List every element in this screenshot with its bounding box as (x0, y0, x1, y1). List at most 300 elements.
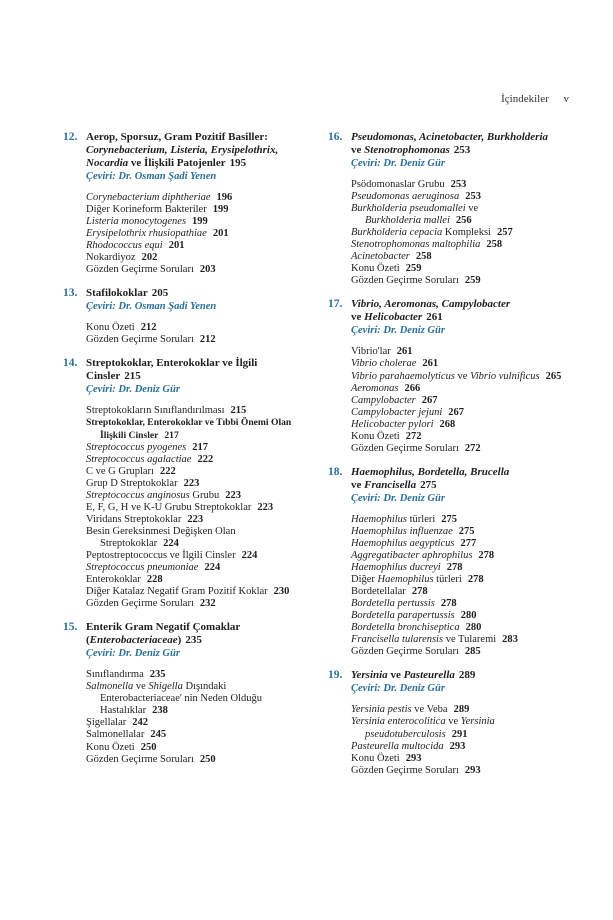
entry-page-number: 289 (453, 704, 470, 716)
text-run: Bordetella parapertussis (351, 610, 455, 622)
chapter-page-number: 195 (229, 157, 247, 169)
entry-page-number: 259 (464, 275, 481, 287)
text-run: Kompleksi (442, 227, 491, 239)
text-run: Bordetella pertussis (351, 598, 435, 610)
toc-entry[interactable] (351, 179, 573, 191)
running-head-page-number: v (563, 93, 569, 105)
entry-page-number: 272 (464, 442, 481, 454)
chapter-title-line (86, 287, 313, 300)
toc-column-right (328, 131, 573, 788)
toc-chapter (63, 131, 313, 276)
text-run: Aeromonas (351, 382, 399, 394)
text-run: Gözden Geçirme Soruları (86, 598, 194, 610)
toc-entry[interactable] (351, 514, 573, 526)
text-run: Konu Özeti (86, 741, 135, 753)
entry-page-number: 265 (545, 370, 562, 382)
entry-page-number: 283 (502, 634, 518, 646)
entry-page-number: 235 (149, 669, 166, 681)
text-run: Vibrio parahaemolyticus (351, 370, 455, 382)
toc-entry[interactable] (351, 407, 573, 419)
text-run: Vibrio'lar (351, 346, 391, 358)
text-run: Hastalıklar (100, 705, 147, 717)
toc-entry[interactable] (86, 322, 313, 334)
text-run: E, F, G, H ve K-U Grubu Streptokoklar (86, 501, 252, 513)
text-run: Gözden Geçirme Soruları (351, 442, 459, 454)
text-run: Besin Gereksinmesi Değişken Olan (86, 525, 236, 537)
toc-entry[interactable] (351, 550, 573, 562)
text-run: Sınıflandırma (86, 669, 144, 681)
entry-page-number: 212 (140, 322, 157, 334)
toc-entry[interactable] (351, 346, 573, 358)
toc-entry[interactable] (86, 466, 313, 478)
text-run: ve Tularemi (443, 634, 497, 646)
text-run: Francisella (364, 478, 417, 491)
text-run: Listeria monocytogenes (86, 216, 187, 228)
chapter-page-number: 215 (124, 370, 141, 383)
text-run: Gözden Geçirme Soruları (351, 646, 459, 658)
entry-page-number: 215 (230, 405, 247, 417)
chapter-translator: Çeviri: Dr. Deniz Gür (86, 384, 180, 396)
toc-entry[interactable] (86, 729, 313, 741)
chapter-title[interactable] (351, 131, 573, 157)
toc-entry[interactable] (351, 358, 573, 370)
text-run: Yersinia pestis (351, 704, 412, 716)
entry-page-number: 267 (421, 394, 438, 406)
toc-chapter (328, 298, 573, 454)
entry-page-number: 266 (404, 382, 421, 394)
entry-page-number: 258 (486, 239, 503, 251)
entry-page-number: 293 (464, 764, 481, 776)
toc-entry[interactable] (351, 586, 573, 598)
chapter-number: 15. (63, 621, 78, 634)
entry-page-number: 232 (199, 598, 216, 610)
chapter-title-line (351, 311, 573, 324)
text-run: Rhodococcus equi (86, 240, 163, 252)
chapter-title[interactable] (351, 466, 573, 492)
text-run: Vibrio cholerae (351, 358, 417, 370)
entry-page-number: 223 (257, 501, 274, 513)
chapter-translator: Çeviri: Dr. Deniz Gür (86, 648, 180, 660)
entry-page-number: 224 (163, 537, 179, 549)
text-run: Nocardia (86, 157, 129, 169)
text-run: pseudotuberculosis (365, 728, 446, 740)
text-run: Enterobacteriaceae' nin Neden Olduğu (100, 693, 262, 705)
text-run: türleri (407, 513, 436, 525)
toc-entry[interactable] (351, 538, 573, 550)
toc-entry[interactable] (86, 405, 313, 417)
toc-entry[interactable] (86, 705, 313, 717)
toc-entry[interactable] (86, 693, 313, 705)
text-run: Diğer (351, 574, 378, 586)
text-run: Acinetobacter (351, 251, 410, 263)
entry-page-number: 217 (164, 429, 179, 441)
chapter-translator: Çeviri: Dr. Deniz Gür (351, 325, 445, 337)
entry-page-number: 201 (168, 240, 185, 252)
entry-page-number: 259 (405, 263, 422, 275)
text-run: İlişkili Cinsler (100, 429, 159, 441)
entry-page-number: 245 (150, 729, 167, 741)
chapter-title-line (86, 621, 313, 634)
text-run: Gözden Geçirme Soruları (86, 753, 194, 765)
toc-entry[interactable] (351, 383, 573, 395)
toc-entry[interactable] (86, 216, 313, 228)
text-run: ve İlişkili Patojenler (128, 157, 226, 169)
text-run: Enterik Gram Negatif Çomaklar (86, 621, 241, 634)
toc-entry[interactable] (351, 263, 573, 275)
text-run: Campylobacter (351, 394, 416, 406)
chapter-number: 19. (328, 669, 343, 682)
toc-entry[interactable] (351, 371, 573, 383)
chapter-body (86, 357, 313, 610)
text-run: Yersinia enterocolitica (351, 716, 446, 728)
toc-entry[interactable] (86, 430, 313, 442)
text-run: Psödomonaslar Grubu (351, 179, 445, 190)
entry-page-number: 253 (465, 191, 481, 203)
toc-entry[interactable] (86, 204, 313, 216)
chapter-entries (351, 179, 573, 287)
toc-entry[interactable] (351, 634, 573, 646)
text-run: ve (351, 311, 365, 324)
toc-chapter (63, 621, 313, 765)
entry-page-number: 278 (446, 562, 463, 574)
chapter-entries (351, 514, 573, 659)
toc-entry[interactable] (351, 741, 573, 753)
text-run: Salmonellalar (86, 729, 145, 741)
toc-entry[interactable] (351, 251, 573, 263)
toc-entry[interactable] (351, 275, 573, 287)
text-run: Helicobacter (364, 311, 423, 324)
text-run: Campylobacter jejuni (351, 406, 443, 418)
toc-entry[interactable] (351, 704, 573, 716)
chapter-title-line (351, 479, 573, 492)
text-run: Şigellalar (86, 717, 127, 729)
chapter-title[interactable] (86, 357, 313, 383)
text-run: Bordetella bronchiseptica (351, 622, 460, 634)
text-run: Streptococcus agalactiae (86, 453, 192, 465)
toc-entry[interactable] (351, 215, 573, 227)
text-run: Nokardiyoz (86, 252, 136, 264)
entry-page-number: 250 (199, 753, 216, 765)
toc-entry[interactable] (351, 419, 573, 431)
text-run: Diğer Katalaz Negatif Gram Pozitif Koklar (86, 586, 268, 598)
text-run: ve (387, 669, 404, 682)
toc-entry[interactable] (86, 574, 313, 586)
text-run: Stenotrophomonas (364, 144, 450, 156)
chapter-entries (86, 405, 313, 610)
toc-entry[interactable] (86, 526, 313, 538)
entry-page-number: 202 (141, 252, 158, 264)
chapter-number: 17. (328, 298, 343, 311)
chapter-title-line (351, 466, 573, 479)
entry-page-number: 217 (192, 441, 208, 453)
running-head (501, 93, 569, 105)
toc-entry[interactable] (351, 646, 573, 658)
chapter-title-line (86, 370, 313, 383)
running-head-title: İçindekiler (501, 93, 549, 105)
chapter-body (351, 669, 573, 776)
text-run: Francisella tularensis (351, 634, 444, 646)
text-run: ve (351, 144, 365, 156)
toc-entry[interactable] (351, 227, 573, 239)
text-run: ve (454, 370, 471, 382)
chapter-entries (351, 704, 573, 776)
text-run: Streptococcus anginosus (86, 489, 190, 501)
toc-chapter (328, 669, 573, 776)
entry-page-number: 291 (451, 728, 468, 740)
chapter-page-number: 205 (151, 287, 169, 300)
text-run: Salmonella (86, 681, 134, 693)
entry-page-number: 261 (396, 346, 413, 358)
text-run: ) (177, 634, 182, 647)
entry-page-number: 293 (449, 740, 466, 752)
text-run: Streptokoklar, Enterokoklar ve İlgili (86, 357, 258, 370)
text-run: Pasteurella multocida (351, 740, 444, 752)
toc-entry[interactable] (86, 550, 313, 562)
chapter-body (86, 621, 313, 765)
toc-entry[interactable] (86, 586, 313, 598)
toc-column-left (63, 131, 313, 777)
chapter-title[interactable] (86, 131, 313, 170)
entry-page-number: 201 (212, 228, 229, 240)
toc-entry[interactable] (351, 203, 573, 215)
text-run: Konu Özeti (351, 430, 400, 442)
toc-entry[interactable] (86, 538, 313, 550)
toc-entry[interactable] (351, 239, 573, 251)
entry-page-number: 238 (152, 705, 168, 717)
text-run: Gözden Geçirme Soruları (351, 764, 459, 776)
entry-page-number: 222 (159, 465, 176, 477)
entry-page-number: 199 (192, 216, 208, 228)
chapter-page-number: 275 (420, 478, 437, 491)
toc-entry[interactable] (86, 240, 313, 252)
text-run: Dışındaki (182, 681, 227, 693)
entry-page-number: 285 (464, 646, 481, 658)
entry-page-number: 280 (460, 610, 477, 622)
toc-entry[interactable] (86, 681, 313, 693)
text-run: Corynebacterium diphtheriae (86, 192, 211, 203)
toc-entry[interactable] (351, 716, 573, 728)
text-run: Burkholderia cepacia (351, 227, 443, 239)
chapter-entries (86, 192, 313, 276)
text-run: Konu Özeti (351, 263, 400, 275)
text-run: Diğer Korineform Bakteriler (86, 204, 207, 216)
chapter-title[interactable] (351, 298, 573, 324)
chapter-title-line (86, 157, 313, 170)
chapter-title-line (86, 144, 313, 157)
chapter-page-number: 253 (453, 144, 471, 156)
text-run: ve (465, 203, 479, 215)
entry-page-number: 223 (225, 489, 241, 501)
entry-page-number: 275 (458, 525, 475, 537)
toc-entry[interactable] (86, 562, 313, 574)
entry-page-number: 223 (187, 513, 204, 525)
toc-entry[interactable] (351, 765, 573, 777)
toc-entry[interactable] (86, 490, 313, 502)
text-run: ve (445, 716, 461, 728)
text-run: Corynebacterium, Listeria, Erysipelothrix, (86, 144, 279, 156)
text-run: Streptokoklar, Enterokoklar ve Tıbbi Önemi Olan (86, 417, 292, 429)
entry-page-number: 293 (405, 752, 422, 764)
text-run: Aerop, Sporsuz, Gram Pozitif Basiller: (86, 131, 268, 143)
chapter-translator: Çeviri: Dr. Osman Şadi Yenen (86, 301, 217, 313)
toc-entry[interactable] (86, 442, 313, 454)
text-run: Erysipelothrix rhusiopathiae (86, 228, 207, 240)
text-run: Pasteurella (403, 669, 455, 682)
text-run: C ve G Grupları (86, 465, 154, 477)
text-run: Konu Özeti (351, 752, 400, 764)
text-run: Gözden Geçirme Soruları (86, 334, 194, 346)
entry-page-number: 250 (140, 741, 157, 753)
toc-entry[interactable] (86, 669, 313, 681)
text-run: Grup D Streptokoklar (86, 477, 178, 489)
text-run: ( (86, 634, 90, 647)
toc-entry[interactable] (86, 454, 313, 466)
text-run: Haemophilus aegypticus (351, 537, 455, 549)
entry-page-number: 277 (460, 537, 477, 549)
entry-page-number: 253 (450, 179, 467, 190)
chapter-translator: Çeviri: Dr. Deniz Gür (351, 492, 445, 504)
entry-page-number: 278 (467, 574, 484, 586)
toc-entry[interactable] (86, 717, 313, 729)
toc-entry[interactable] (86, 252, 313, 264)
entry-page-number: 272 (405, 430, 422, 442)
text-run: ve (351, 478, 365, 491)
text-run: Grubu (189, 489, 220, 501)
entry-page-number: 228 (146, 574, 163, 586)
text-run: Aggregatibacter aphrophilus (351, 549, 473, 561)
text-run: Enterobacteriaceae (89, 634, 178, 647)
text-run: Haemophilus (377, 574, 434, 586)
chapter-page-number: 289 (458, 669, 476, 682)
toc-entry[interactable] (351, 526, 573, 538)
chapter-title-line (86, 131, 313, 144)
entry-page-number: 278 (440, 598, 457, 610)
text-run: Burkholderia mallei (365, 215, 450, 227)
entry-page-number: 257 (496, 227, 513, 239)
chapter-translator: Çeviri: Dr. Deniz Gür (351, 683, 445, 695)
chapter-number: 13. (63, 287, 78, 300)
chapter-title-line (351, 131, 573, 144)
entry-page-number: 278 (478, 549, 495, 561)
toc-entry[interactable] (86, 598, 313, 610)
text-run: Burkholderia pseudomallei (351, 203, 466, 215)
text-run: Viridans Streptokoklar (86, 513, 182, 525)
chapter-number: 14. (63, 357, 78, 370)
entry-page-number: 224 (204, 562, 221, 574)
toc-entry[interactable] (86, 478, 313, 490)
chapter-title-line (351, 669, 573, 682)
chapter-title[interactable] (351, 669, 573, 682)
chapter-body (86, 287, 313, 346)
toc-entry[interactable] (351, 622, 573, 634)
text-run: ve (133, 681, 149, 693)
chapter-title-line (351, 298, 573, 311)
entry-page-number: 275 (441, 513, 458, 525)
entry-page-number: 212 (199, 334, 216, 346)
entry-page-number: 224 (241, 549, 258, 561)
text-run: Gözden Geçirme Soruları (351, 275, 459, 287)
toc-entry[interactable] (86, 228, 313, 240)
chapter-title[interactable] (86, 621, 313, 647)
text-run: türleri (433, 574, 462, 586)
toc-chapter (63, 357, 313, 610)
text-run: Vibrio, Aeromonas, Campylobacter (351, 298, 511, 311)
text-run: Cinsler (86, 370, 121, 383)
text-run: Haemophilus, Bordetella, Brucella (351, 465, 510, 478)
toc-entry[interactable] (351, 562, 573, 574)
toc-entry[interactable] (86, 754, 313, 766)
entry-page-number: 203 (199, 264, 216, 276)
entry-page-number: 199 (212, 204, 229, 216)
text-run: Streptococcus pneumoniae (86, 562, 199, 574)
toc-entry[interactable] (351, 443, 573, 455)
text-run: Peptostreptococcus ve İlgili Cinsler (86, 549, 236, 561)
toc-chapter (328, 466, 573, 659)
chapter-title-line (86, 634, 313, 647)
entry-page-number: 268 (439, 418, 456, 430)
toc-entry[interactable] (351, 598, 573, 610)
toc-entry[interactable] (351, 574, 573, 586)
entry-page-number: 267 (448, 406, 465, 418)
chapter-entries (86, 322, 313, 346)
chapter-body (351, 298, 573, 454)
toc-entry[interactable] (351, 610, 573, 622)
toc-entry[interactable] (86, 417, 313, 429)
entry-page-number: 258 (415, 251, 432, 263)
toc-entry[interactable] (86, 264, 313, 276)
toc-chapter (328, 131, 573, 287)
text-run: Pseudomonas aeruginosa (351, 191, 460, 203)
toc-entry[interactable] (351, 729, 573, 741)
text-run: Stafilokoklar (86, 287, 148, 300)
chapter-page-number: 235 (185, 634, 202, 647)
text-run: Bordetellalar (351, 586, 406, 598)
chapter-title-line (351, 144, 573, 157)
entry-page-number: 223 (183, 477, 200, 489)
entry-page-number: 280 (465, 622, 482, 634)
chapter-entries (86, 669, 313, 765)
chapter-body (351, 466, 573, 659)
text-run: Yersinia (351, 669, 388, 682)
chapter-page-number: 261 (426, 311, 443, 324)
text-run: Shigella (148, 681, 183, 693)
toc-entry[interactable] (351, 395, 573, 407)
toc-entry[interactable] (86, 502, 313, 514)
text-run: Gözden Geçirme Soruları (86, 264, 194, 276)
text-run: Helicobacter pylori (351, 418, 434, 430)
toc-entry[interactable] (86, 192, 313, 204)
toc-entry[interactable] (351, 753, 573, 765)
text-run: Stenotrophomonas maltophilia (351, 239, 481, 251)
toc-entry[interactable] (351, 191, 573, 203)
toc-entry[interactable] (351, 431, 573, 443)
text-run: Yersinia (460, 716, 495, 728)
entry-page-number: 242 (132, 717, 148, 729)
chapter-number: 12. (63, 131, 78, 143)
chapter-number: 18. (328, 465, 343, 478)
text-run: Streptokokların Sınıflandırılması (86, 405, 225, 417)
text-run: Haemophilus influenzae (351, 525, 453, 537)
toc-entry[interactable] (86, 334, 313, 346)
chapter-entries (351, 346, 573, 454)
toc-chapter (63, 287, 313, 346)
chapter-title[interactable] (86, 287, 313, 300)
toc-entry[interactable] (86, 742, 313, 754)
chapter-translator: Çeviri: Dr. Osman Şadi Yenen (86, 171, 217, 182)
toc-entry[interactable] (86, 514, 313, 526)
entry-page-number: 222 (197, 453, 214, 465)
text-run: Streptococcus pyogenes (86, 441, 187, 453)
